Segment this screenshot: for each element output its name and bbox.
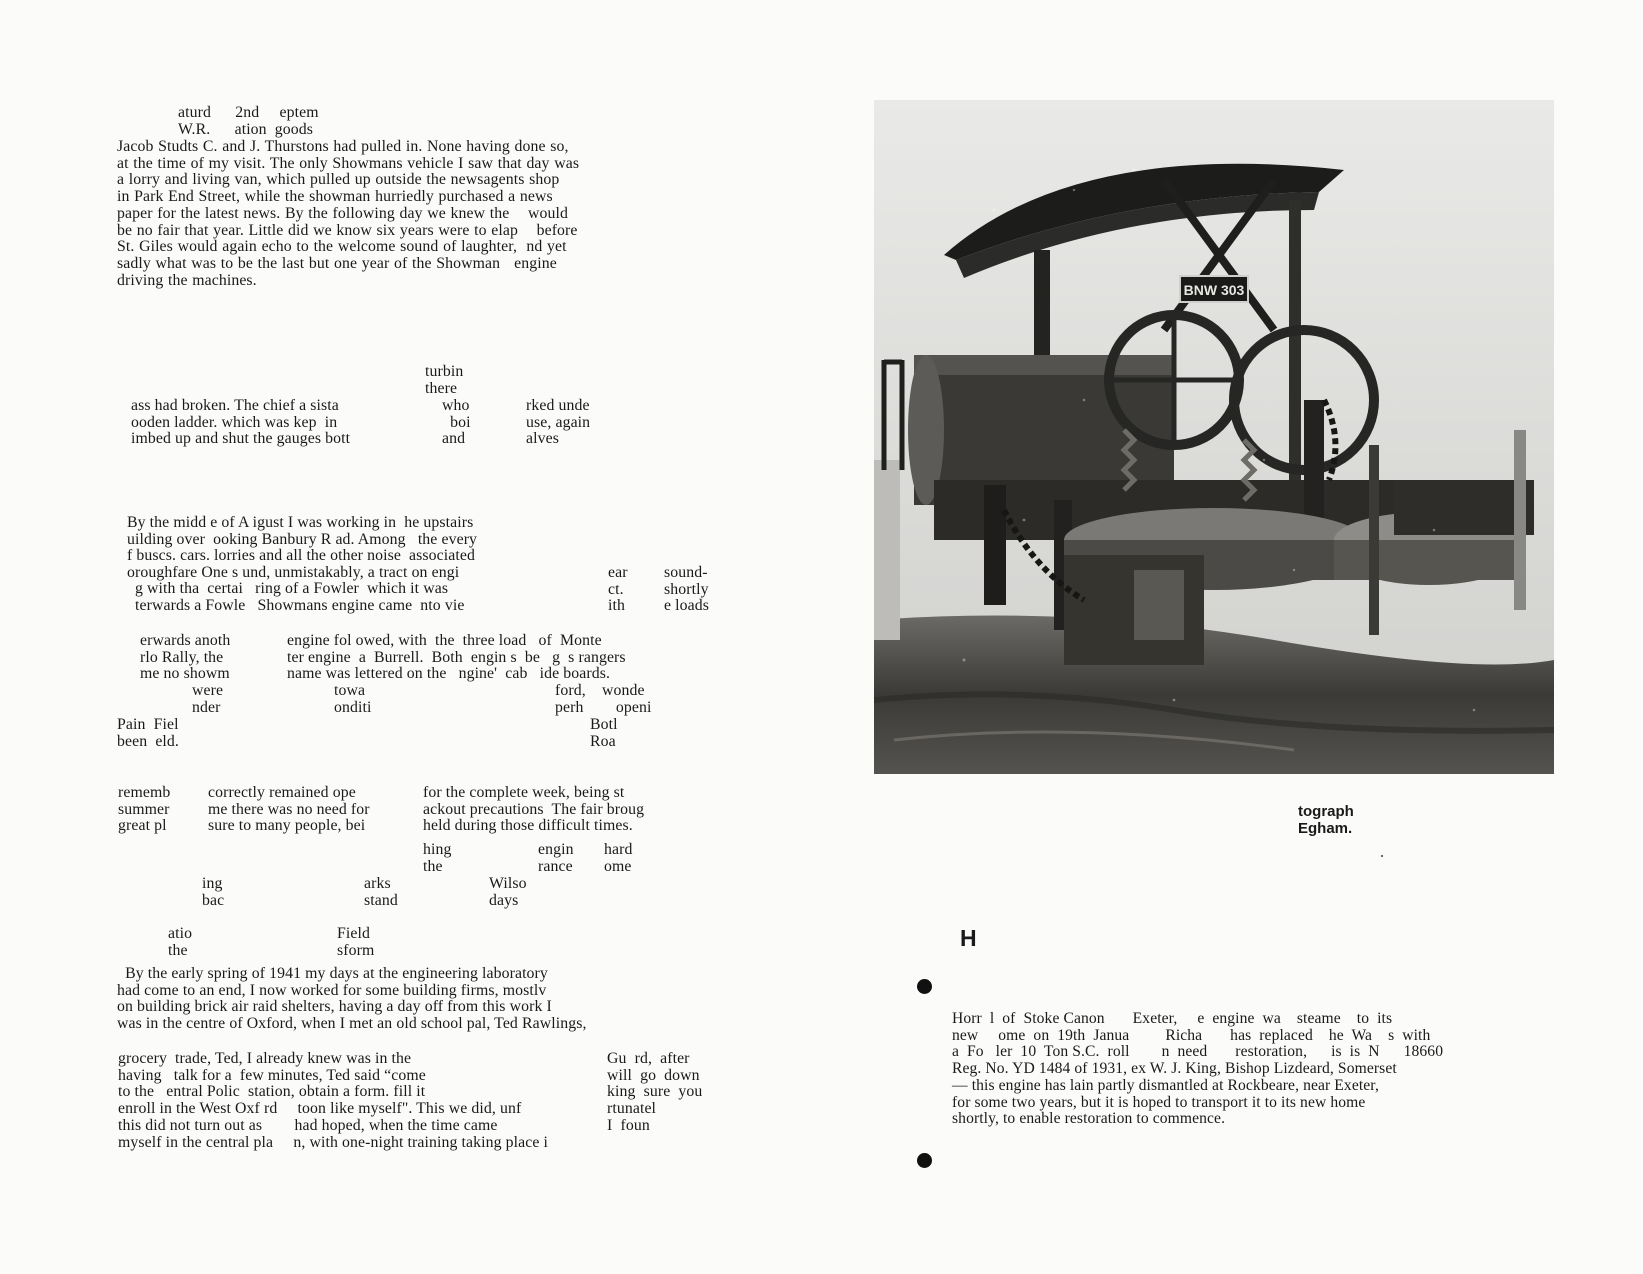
text-fragment: arks stand [364,875,398,909]
text-fragment-fowler: g with tha certai ring of a Fowler which it was terwards a Fowle Showmans engine came nto vie [135,580,465,614]
text-fragment: Field sform [337,925,375,959]
bullet-marker [917,979,932,994]
text-fragment: were nder [192,682,224,716]
text-fragment: rked unde use, again alves [526,397,591,448]
text-fragment: hard ome [604,841,633,875]
news-item-paragraph: Horr l of Stoke Canon Exeter, e engine wa steame to its new ome on 19th Janua Richa has replaced he Wa s with a Fo ler 10 Ton S.C. roll n need restoration, is is N 18660 Reg. No. YD 1484 of 1931, ex W. J. King, Bishop Lizdeard, Somerset — this engine has lain partly dismantled at Rockbeare, near Exeter, for some two years, but it is hoped to transport it to its new home shortly, to enable restoration to commence. [952,1010,1444,1128]
text-fragment: who boi and [442,397,471,448]
text-fragment-monte-carlo: erwards anoth rlo Rally, the me no showm [140,632,231,683]
text-fragment-gauge-glass: ass had broken. The chief a sista ooden ladder. which was kep in imbed up and shut the gauges bott [131,397,351,448]
text-fragment-burrell: engine fol owed, with the three load of Monte ter engine a Burrell. Both engin s be g s rangers name was lettered on the ngine' cab ide boards. [287,632,626,683]
text-fragment: towa onditi [334,682,372,716]
text-fragment: sound- shortly e loads [664,564,710,615]
bullet-marker [917,1153,932,1168]
paragraph-spring-1941: By the early spring of 1941 my days at the engineering laboratory had come to an end, I now worked for some building firms, mostlv on building brick air raid shelters, having a day off from this work I was in the centre of Oxford, when I met an old school pal, Ted Rawlings, [117,965,587,1033]
text-fragment: atio the [168,925,193,959]
text-fragment: Gu rd, after will go down king sure you rtunatel I foun [607,1050,703,1134]
text-fragment: ear ct. ith [608,564,628,615]
text-fragment: Botl Roa [590,716,618,750]
speck [1381,855,1383,857]
text-fragment: Pain Fiel been eld. [117,716,179,750]
text-fragment: rememb summer great pl [118,784,171,835]
text-fragment-blackout: correctly remained ope me there was no need for sure to many people, bei [208,784,370,835]
registration-plate: BNW 303 [1183,282,1245,298]
engine-illustration [874,100,1554,774]
text-fragment: turbin there [425,363,464,397]
text-fragment: ford, wonde perh openi [555,682,652,716]
paragraph-august: By the midd e of A igust I was working in he upstairs uilding over ooking Banbury R ad. Among the every f buscs. cars. lorries and all the other noise associated oroughfare One s und, unmistakably, a tract on engi [127,514,478,582]
text-fragment-header: aturd 2nd eptem W.R. ation goods [178,104,319,138]
text-fragment: hing the [423,841,452,875]
paragraph-home-guard: grocery trade, Ted, I already knew was in the having talk for a few minutes, Ted said “come to the entral Polic station, obtain a form. fill it enroll in the West Oxf rd toon like myself". This we did, unf this did not turn out as had hoped, when the time came myself in the central pla n, with one-night training taking place i [118,1050,548,1151]
text-fragment: engin rance [538,841,574,875]
photo-caption: tograph Egham. [1298,803,1354,837]
text-fragment-complete-week: for the complete week, being st ackout precautions The fair broug held during those difficult times. [423,784,645,835]
section-heading: H [960,925,977,951]
text-fragment: ing bac [202,875,225,909]
paragraph-fair-1939: Jacob Studts C. and J. Thurstons had pulled in. None having done so, at the time of my visit. The only Showmans vehicle I saw that day was a lorry and living van, which pulled up outside the newsagents shop in Park End Street, while the showman hurriedly purchased a news paper for the latest news. By the following day we knew the would be no fair that year. Little did we know six years were to elap before St. Giles would again echo to the welcome sound of laughter, nd yet sadly what was to be the last but one year of the Showman engine driving the machines. [117,138,580,289]
steam-engine-photo [874,100,1554,774]
text-fragment: Wilso days [489,875,527,909]
